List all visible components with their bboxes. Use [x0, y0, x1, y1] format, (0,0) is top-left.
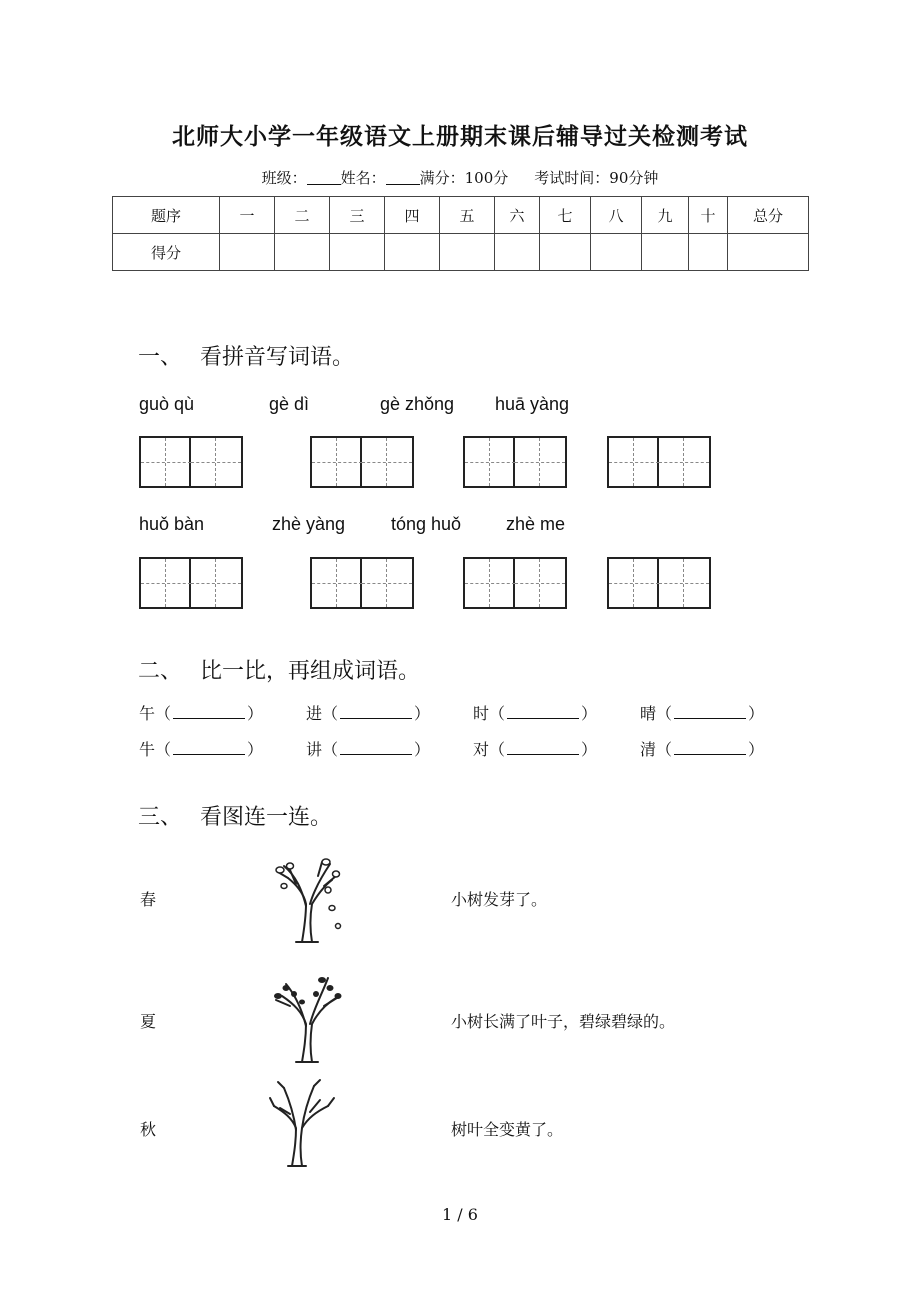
- tree-full-leaves-image[interactable]: [266, 966, 350, 1066]
- score-input-cell[interactable]: [591, 234, 642, 271]
- description-item[interactable]: 小树长满了叶子，碧绿碧绿的。: [451, 1012, 676, 1031]
- score-input-cell[interactable]: [440, 234, 495, 271]
- score-input-cell[interactable]: [728, 234, 809, 271]
- score-input-cell[interactable]: [220, 234, 275, 271]
- tree-falling-leaves-image[interactable]: [266, 850, 350, 946]
- name-blank: [386, 170, 420, 185]
- score-table-header-row: [113, 197, 809, 234]
- table-cell: 九: [642, 197, 689, 234]
- full-score: 满分：100分: [419, 169, 509, 187]
- table-cell: 六: [495, 197, 540, 234]
- writing-grid[interactable]: [139, 557, 243, 609]
- table-cell: 题序: [113, 197, 220, 234]
- writing-grid[interactable]: [607, 436, 711, 488]
- description-item[interactable]: 树叶全变黄了。: [451, 1120, 564, 1139]
- score-input-cell[interactable]: [642, 234, 689, 271]
- season-label-autumn[interactable]: 秋: [140, 1120, 157, 1139]
- section-1-heading: [138, 340, 354, 371]
- score-input-cell[interactable]: [540, 234, 591, 271]
- table-cell: 总分: [728, 197, 809, 234]
- table-cell: 十: [689, 197, 728, 234]
- table-cell: 八: [591, 197, 642, 234]
- pinyin-prompt: huǒ bàn: [139, 514, 205, 534]
- writing-grid[interactable]: [463, 436, 567, 488]
- section-title: 比一比，再组成词语。: [200, 659, 421, 684]
- score-input-cell[interactable]: [385, 234, 440, 271]
- word-fill-item[interactable]: 时（ ）: [473, 704, 598, 723]
- pinyin-prompt: zhè yàng: [272, 514, 346, 534]
- pinyin-prompt: gè zhǒng: [380, 394, 455, 414]
- score-input-cell[interactable]: [330, 234, 385, 271]
- writing-grid[interactable]: [139, 436, 243, 488]
- writing-grid[interactable]: [463, 557, 567, 609]
- word-fill-item[interactable]: 讲（ ）: [306, 740, 431, 759]
- table-cell: 五: [440, 197, 495, 234]
- writing-grid[interactable]: [310, 557, 414, 609]
- pinyin-prompt: gè dì: [269, 394, 310, 414]
- tree-sprouting-image[interactable]: [266, 1078, 340, 1170]
- section-number: 一、: [138, 345, 183, 370]
- season-label-summer[interactable]: 夏: [140, 1012, 157, 1031]
- document-title: 北师大小学一年级语文上册期末课后辅导过关检测考试: [172, 124, 748, 150]
- exam-time: 考试时间：90分钟: [534, 169, 659, 187]
- pinyin-prompt: tóng huǒ: [391, 514, 462, 534]
- score-input-cell[interactable]: [275, 234, 330, 271]
- word-fill-item[interactable]: 晴（ ）: [640, 704, 765, 723]
- section-3-heading: [138, 800, 332, 831]
- word-fill-item[interactable]: 午（ ）: [139, 704, 264, 723]
- class-label: 班级：: [261, 169, 307, 187]
- table-cell: 四: [385, 197, 440, 234]
- section-2-heading: [138, 654, 420, 685]
- writing-grid[interactable]: [607, 557, 711, 609]
- score-table-score-row: [113, 234, 809, 271]
- word-fill-item[interactable]: 对（ ）: [473, 740, 598, 759]
- section-title: 看图连一连。: [200, 805, 333, 830]
- name-label: 姓名：: [340, 169, 386, 187]
- word-fill-item[interactable]: 牛（ ）: [139, 740, 264, 759]
- score-input-cell[interactable]: [689, 234, 728, 271]
- class-blank: [307, 170, 341, 185]
- word-fill-item[interactable]: 清（ ）: [640, 740, 765, 759]
- pinyin-prompt: huā yàng: [495, 394, 570, 414]
- section-number: 二、: [138, 659, 183, 684]
- section-number: 三、: [138, 805, 183, 830]
- page-number: 1 / 6: [442, 1205, 478, 1224]
- description-item[interactable]: 小树发芽了。: [451, 890, 548, 909]
- exam-info-line: [0, 167, 920, 188]
- score-input-cell[interactable]: [495, 234, 540, 271]
- pinyin-prompt: guò qù: [139, 394, 195, 414]
- word-fill-item[interactable]: 进（ ）: [306, 704, 431, 723]
- table-cell: 得分: [113, 234, 220, 271]
- table-cell: 二: [275, 197, 330, 234]
- season-label-spring[interactable]: 春: [140, 890, 157, 909]
- writing-grid[interactable]: [310, 436, 414, 488]
- table-cell: 三: [330, 197, 385, 234]
- pinyin-prompt: zhè me: [506, 514, 566, 534]
- score-table: [112, 196, 809, 271]
- table-cell: 七: [540, 197, 591, 234]
- section-title: 看拼音写词语。: [200, 345, 355, 370]
- table-cell: 一: [220, 197, 275, 234]
